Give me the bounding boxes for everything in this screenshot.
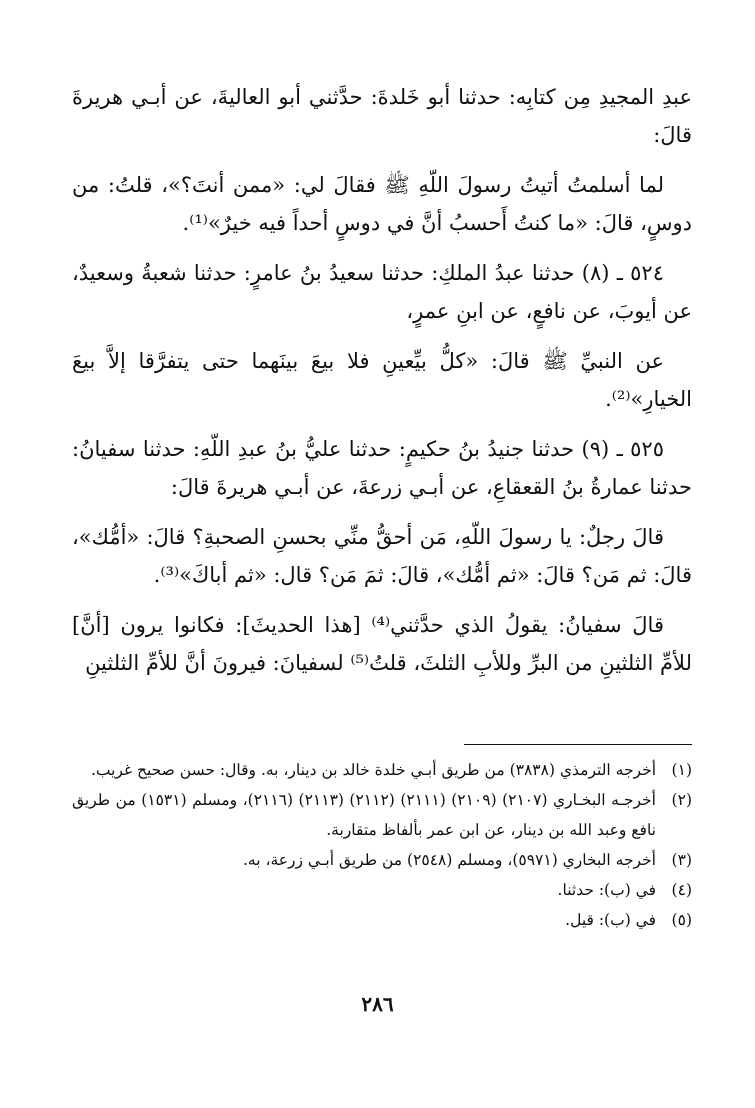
paragraph-7: قالَ سفيانُ: يقولُ الذي حدَّثني⁽⁴⁾ [هذا الحديثَ]: فكانوا يرون [أنَّ] للأمِّ الثلثينِ من البرِّ وللأبِ الثلثَ، قلتُ⁽⁵⁾ لسفيانَ: فيرونَ أنَّ للأمِّ الثلثينِ — [72, 613, 692, 675]
footnote-5 — [72, 905, 692, 935]
paragraph-2: لما أسلمتُ أتيتُ رسولَ اللّهِ ﷺ فقالَ لي: «ممن أنتَ؟»، قلتُ: من دوسٍ، قالَ: «ما كنتُ أَحسبُ أنَّ في دوسٍ أحداً فيه خيرٌ»⁽¹⁾. — [72, 173, 692, 235]
footnote-number: (٣) — [671, 851, 692, 869]
footnote-text: في (ب): قيل. — [565, 911, 656, 929]
footnote-number: (٢) — [671, 791, 692, 809]
paragraph-3: ٥٢٤ ـ (٨) حدثنا عبدُ الملكِ: حدثنا سعيدُ بنُ عامرٍ: حدثنا شعبةُ وسعيدٌ، عن أيوبَ، عن نافعٍ، عن ابنِ عمرٍ، — [72, 261, 692, 323]
main-text — [72, 78, 692, 694]
footnote-text: في (ب): حدثنا. — [557, 881, 656, 899]
paragraph-4: عن النبيِّ ﷺ قالَ: «كلُّ بيِّعينِ فلا بيعَ بينَهما حتى يتفرَّقا إلاَّ بيعَ الخيارِ»⁽²⁾. — [72, 349, 692, 411]
footnote-number: (١) — [671, 761, 692, 779]
paragraph-5: ٥٢٥ ـ (٩) حدثنا جنيدُ بنُ حكيمٍ: حدثنا عليُّ بنُ عبدِ اللّهِ: حدثنا سفيانُ: حدثنا عمارةُ بنُ القعقاعِ، عن أبـي زرعةَ، عن أبـي هريرةَ قالَ: — [72, 437, 692, 499]
footnote-2 — [72, 785, 692, 845]
footnote-number: (٥) — [671, 911, 692, 929]
footnote-text: أخرجه البخاري (٥٩٧١)، ومسلم (٢٥٤٨) من طريق أبـي زرعة، به. — [242, 851, 656, 869]
footnote-1 — [72, 755, 692, 785]
page-number: ٢٨٦ — [361, 992, 394, 1016]
footnote-3 — [72, 845, 692, 875]
paragraph-6: قالَ رجلٌ: يا رسولَ اللّهِ، مَن أحقُّ منِّي بحسنِ الصحبةِ؟ قالَ: «أمُّك»، قالَ: ثم مَن؟ قالَ: «ثم أمُّك»، قالَ: ثمَ مَن؟ قال: «ثم أباكَ»⁽³⁾. — [72, 525, 692, 587]
paragraph-1: عبدِ المجيدِ مِن كتابِه: حدثنا أبو خَلدةَ: حدَّثني أبو العاليةَ، عن أبـي هريرةَ قالَ: — [72, 85, 692, 147]
footnote-4 — [72, 875, 692, 905]
footnote-text: أخرجـه البخـاري (٢١٠٧) (٢١٠٩) (٢١١١) (٢١١٢) (٢١١٣) (٢١١٦)، ومسلم (١٥٣١) من طريق نافع وعبد الله بن دينار، عن ابن عمر بألفاظ متقاربة. — [72, 791, 656, 839]
footnote-text: أخرجه الترمذي (٣٨٣٨) من طريق أبـي خلدة خالد بن دينار، به. وقال: حسن صحيح غريب. — [90, 761, 656, 779]
footnotes — [72, 755, 692, 935]
footnote-divider — [464, 744, 692, 745]
footnote-number: (٤) — [671, 881, 692, 899]
